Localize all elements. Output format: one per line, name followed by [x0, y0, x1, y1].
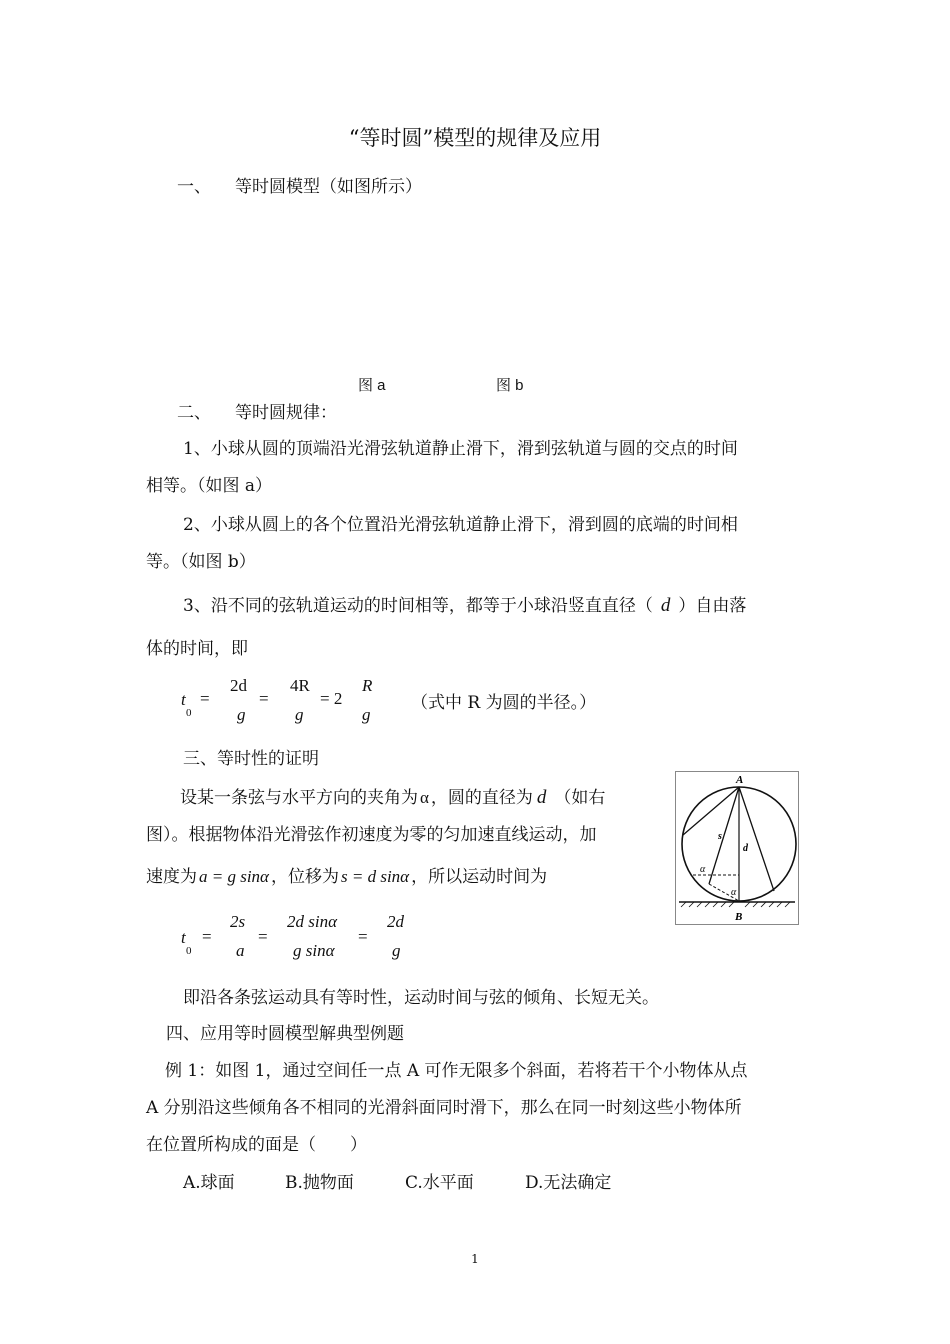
proof-text-d: 速度为: [146, 867, 197, 887]
formula-2-num-1: 2s: [230, 912, 246, 931]
formula-2-eq-1: =: [202, 927, 212, 946]
formula-1-den-1: g: [237, 705, 246, 724]
proof-line-1: [180, 783, 605, 809]
figure-b-caption: 图 b: [496, 377, 524, 394]
formula-2-num-3: 2d: [387, 912, 404, 931]
formula-2-eq-2: =: [258, 927, 268, 946]
proof-var-d: d: [536, 787, 547, 808]
example-1-line-2: A 分别沿这些倾角各不相同的光滑斜面同时滑下，那么在同一时刻这些小物体所: [146, 1098, 742, 1118]
formula-1-eq-2: =: [259, 689, 269, 708]
figure-a-caption: 图 a: [358, 377, 386, 394]
formula-1-den-3: g: [362, 705, 371, 724]
formula-1-eq-3: = 2: [320, 689, 343, 708]
section-4-heading: 四、应用等时圆模型解典型例题: [166, 1024, 404, 1044]
label-d: d: [743, 843, 748, 854]
formula-2-sub: 0: [186, 945, 192, 957]
proof-text-a: 设某一条弦与水平方向的夹角为: [180, 788, 418, 808]
label-A: A: [736, 774, 744, 786]
proof-text-e: ，位移为: [270, 867, 339, 887]
option-d: D.无法确定: [525, 1173, 612, 1193]
label-s: s: [718, 831, 722, 842]
formula-1-t: t: [181, 690, 186, 709]
chord-right: [739, 787, 774, 891]
proof-line-3: [146, 862, 547, 887]
page-number: 1: [471, 1252, 479, 1266]
section-1-number: 一、: [177, 177, 211, 197]
proof-text-c: （如右: [554, 788, 606, 808]
ground-hatching: [681, 902, 790, 907]
label-alpha-1: α: [700, 864, 706, 875]
formula-2-t: t: [181, 928, 186, 947]
rule-3-text-a: 3、沿不同的弦轨道运动的时间相等，都等于小球沿竖直直径（: [183, 596, 653, 616]
conclusion: 即沿各条弦运动具有等时性，运动时间与弦的倾角、长短无关。: [183, 988, 659, 1008]
formula-1-eq-1: =: [200, 689, 210, 708]
option-a: A.球面: [183, 1173, 235, 1193]
var-d: d: [660, 595, 671, 616]
formula-1-num-1: 2d: [230, 676, 247, 695]
section-1-heading: 等时圆模型（如图所示）: [235, 177, 422, 197]
example-1-line-3: 在位置所构成的面是（ ）: [146, 1135, 367, 1155]
formula-2-den-2: g sinα: [293, 941, 335, 960]
rule-3-line-2: 体的时间，即: [146, 639, 248, 659]
example-1-line-1: 例 1：如图 1，通过空间任一点 A 可作无限多个斜面，若将若干个小物体从点: [165, 1061, 748, 1081]
proof-text-b: ，圆的直径为: [430, 788, 533, 808]
acceleration-expression: a = g sinα: [199, 867, 269, 886]
alpha-symbol: α: [420, 788, 429, 807]
proof-text-f: ，所以运动时间为: [411, 867, 548, 887]
section-2-heading: 等时圆规律：: [235, 403, 337, 423]
label-B: B: [735, 911, 743, 923]
proof-line-2: 图）。根据物体沿光滑弦作初速度为零的匀加速直线运动，加: [146, 825, 597, 845]
formula-1-num-2: 4R: [290, 676, 310, 695]
rule-1-line-1: 1、小球从圆的顶端沿光滑弦轨道静止滑下，滑到弦轨道与圆的交点的时间: [183, 439, 738, 459]
option-c: C.水平面: [405, 1173, 474, 1193]
displacement-expression: s = d sinα: [340, 867, 410, 886]
chord-s: [709, 787, 739, 884]
rule-2-line-1: 2、小球从圆上的各个位置沿光滑弦轨道静止滑下，滑到圆的底端的时间相: [183, 515, 738, 535]
section-2-number: 二、: [177, 403, 211, 423]
label-alpha-2: α: [731, 887, 737, 898]
formula-1-note: （式中 R 为圆的半径。）: [411, 693, 597, 713]
chord-circle-diagram: [675, 771, 799, 925]
formula-1-num-3: R: [362, 676, 373, 695]
formula-1-den-2: g: [295, 705, 304, 724]
formula-2-den-1: a: [236, 941, 245, 960]
rule-1-line-2: 相等。（如图 a）: [146, 476, 273, 496]
formula-2-eq-3: =: [358, 927, 368, 946]
page-title: “等时圆”模型的规律及应用: [348, 126, 602, 150]
section-3-heading: 三、等时性的证明: [183, 749, 319, 769]
rule-3-line-1: [183, 591, 746, 617]
option-b: B.抛物面: [285, 1173, 354, 1193]
formula-2-den-3: g: [392, 941, 401, 960]
formula-1-sub: 0: [186, 707, 192, 719]
formula-2-num-2: 2d sinα: [287, 912, 338, 931]
rule-2-line-2: 等。（如图 b）: [146, 552, 256, 572]
rule-3-text-b: ）自由落: [678, 596, 747, 616]
